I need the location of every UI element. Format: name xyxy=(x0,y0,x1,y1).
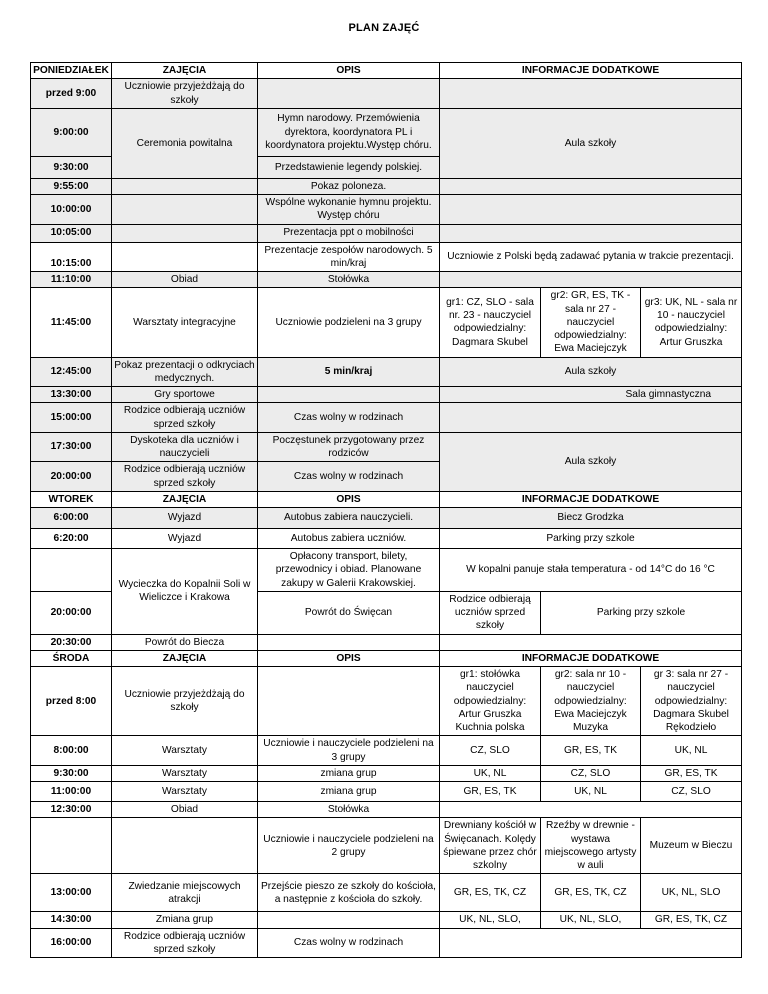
description: Przedstawienie legendy polskiej. xyxy=(258,156,440,178)
info: Uczniowie z Polski będą zadawać pytania w trakcie prezentacji. xyxy=(440,242,742,272)
header-opis: OPIS xyxy=(258,650,440,666)
info xyxy=(440,928,742,958)
description xyxy=(258,79,440,109)
description: zmiana grup xyxy=(258,765,440,781)
table-row xyxy=(31,782,742,802)
info xyxy=(440,178,742,194)
group-info: Muzeum w Bieczu xyxy=(641,818,742,874)
tuesday-header-row xyxy=(31,491,742,507)
time: 12:45:00 xyxy=(31,357,112,387)
group-cell: GR, ES, TK xyxy=(440,782,541,802)
table-row xyxy=(31,928,742,958)
description: Poczęstunek przygotowany przez rodziców xyxy=(258,432,440,462)
group-cell: GR, ES, TK, CZ xyxy=(440,874,541,912)
header-info: INFORMACJE DODATKOWE xyxy=(440,491,742,507)
activity: Rodzice odbierają uczniów sprzed szkoły xyxy=(112,928,258,958)
description: Uczniowie i nauczyciele podzieleni na 3 grupy xyxy=(258,736,440,766)
info xyxy=(440,634,742,650)
info xyxy=(440,403,742,433)
group-cell: GR, ES, TK, CZ xyxy=(641,912,742,928)
info xyxy=(440,224,742,242)
table-row xyxy=(31,765,742,781)
info xyxy=(440,272,742,288)
activity: Gry sportowe xyxy=(112,387,258,403)
page-title: PLAN ZAJĘĆ xyxy=(348,22,420,34)
description: Czas wolny w rodzinach xyxy=(258,928,440,958)
group-info: Rzeźby w drewnie - wystawa miejscowego artysty w auli xyxy=(541,818,641,874)
group-cell: UK, NL xyxy=(541,782,641,802)
table-row xyxy=(31,108,742,156)
activity: Uczniowie przyjeżdżają do szkoły xyxy=(112,667,258,736)
description: Wspólne wykonanie hymnu projektu. Występ chóru xyxy=(258,195,440,225)
description: zmiana grup xyxy=(258,782,440,802)
description: 5 min/kraj xyxy=(258,357,440,387)
activity: Wyjazd xyxy=(112,529,258,549)
info xyxy=(440,802,742,818)
table-row xyxy=(31,736,742,766)
time: 11:00:00 xyxy=(31,782,112,802)
activity: Obiad xyxy=(112,802,258,818)
info xyxy=(440,195,742,225)
header-zajecia: ZAJĘCIA xyxy=(112,650,258,666)
time: 13:30:00 xyxy=(31,387,112,403)
table-row xyxy=(31,818,742,874)
time: 9:00:00 xyxy=(31,108,112,156)
group-cell: UK, NL, SLO, xyxy=(440,912,541,928)
table-row xyxy=(31,667,742,736)
time: 20:00:00 xyxy=(31,591,112,634)
group-cell: GR, ES, TK xyxy=(641,765,742,781)
group-info: gr2: sala nr 10 - nauczyciel odpowiedzialny: Ewa Maciejczyk Muzyka xyxy=(541,667,641,736)
activity: Ceremonia powitalna xyxy=(112,108,258,178)
table-row xyxy=(31,195,742,225)
activity: Warsztaty integracyjne xyxy=(112,288,258,357)
description xyxy=(258,912,440,928)
activity: Warsztaty xyxy=(112,782,258,802)
description: Rodzice odbierają uczniów sprzed szkoły xyxy=(440,591,541,634)
activity: Wycieczka do Kopalnii Soli w Wieliczce i Krakowa xyxy=(112,549,258,635)
monday-header-row xyxy=(31,63,742,79)
activity: Uczniowie przyjeżdżają do szkoły xyxy=(112,79,258,109)
table-row xyxy=(31,178,742,194)
time: 12:30:00 xyxy=(31,802,112,818)
day-monday: PONIEDZIAŁEK xyxy=(31,63,112,79)
time: 14:30:00 xyxy=(31,912,112,928)
info: Aula szkoły xyxy=(440,357,742,387)
description: Prezentacje zespołów narodowych. 5 min/kraj xyxy=(258,242,440,272)
time: 13:00:00 xyxy=(31,874,112,912)
table-row xyxy=(31,224,742,242)
description: Autobus zabiera nauczycieli. xyxy=(258,508,440,529)
time: 17:30:00 xyxy=(31,432,112,462)
table-row xyxy=(31,242,742,272)
group-cell: UK, NL, SLO xyxy=(641,874,742,912)
description: Prezentacja ppt o mobilności xyxy=(258,224,440,242)
activity xyxy=(112,178,258,194)
time: 10:00:00 xyxy=(31,195,112,225)
group-cell: CZ, SLO xyxy=(440,736,541,766)
activity xyxy=(112,818,258,874)
group-cell: UK, NL xyxy=(440,765,541,781)
group-cell: CZ, SLO xyxy=(641,782,742,802)
description: Autobus zabiera uczniów. xyxy=(258,529,440,549)
table-row xyxy=(31,357,742,387)
group-info: gr2: GR, ES, TK - sala nr 27 - nauczyciel odpowiedzialny: Ewa Maciejczyk xyxy=(541,288,641,357)
info: Parking przy szkole xyxy=(541,591,742,634)
table-row xyxy=(31,288,742,357)
day-wednesday: ŚRODA xyxy=(31,650,112,666)
table-row xyxy=(31,549,742,592)
activity: Pokaz prezentacji o odkryciach medycznych. xyxy=(112,357,258,387)
time: 16:00:00 xyxy=(31,928,112,958)
group-cell: GR, ES, TK xyxy=(541,736,641,766)
day-tuesday: WTOREK xyxy=(31,491,112,507)
activity: Wyjazd xyxy=(112,508,258,529)
header-zajecia: ZAJĘCIA xyxy=(112,491,258,507)
table-row xyxy=(31,432,742,462)
time: 8:00:00 xyxy=(31,736,112,766)
info: Aula szkoły xyxy=(440,432,742,491)
description: Stołówka xyxy=(258,272,440,288)
group-cell: GR, ES, TK, CZ xyxy=(541,874,641,912)
description: Pokaz poloneza. xyxy=(258,178,440,194)
time: 20:30:00 xyxy=(31,634,112,650)
time xyxy=(31,818,112,874)
activity: Rodzice odbierają uczniów sprzed szkoły xyxy=(112,403,258,433)
info: Aula szkoły xyxy=(440,108,742,178)
description: Uczniowie podzieleni na 3 grupy xyxy=(258,288,440,357)
time: 9:30:00 xyxy=(31,765,112,781)
activity: Zmiana grup xyxy=(112,912,258,928)
time: 11:10:00 xyxy=(31,272,112,288)
time: 10:15:00 xyxy=(31,242,112,272)
activity xyxy=(112,195,258,225)
description xyxy=(258,387,440,403)
activity: Zwiedzanie miejscowych atrakcji xyxy=(112,874,258,912)
group-info: gr1: CZ, SLO - sala nr. 23 - nauczyciel odpowiedzialny: Dagmara Skubel xyxy=(440,288,541,357)
table-row xyxy=(31,529,742,549)
activity: Rodzice odbierają uczniów sprzed szkoły xyxy=(112,462,258,492)
description: Czas wolny w rodzinach xyxy=(258,462,440,492)
wednesday-header-row xyxy=(31,650,742,666)
description xyxy=(258,667,440,736)
group-cell: UK, NL xyxy=(641,736,742,766)
time: 10:05:00 xyxy=(31,224,112,242)
group-info: gr3: UK, NL - sala nr 10 - nauczyciel odpowiedzialny: Artur Gruszka xyxy=(641,288,742,357)
table-row xyxy=(31,802,742,818)
header-opis: OPIS xyxy=(258,63,440,79)
group-info: Drewniany kościół w Święcanach. Kolędy śpiewane przez chór szkolny xyxy=(440,818,541,874)
description: Hymn narodowy. Przemówienia dyrektora, koordynatora PL i koordynatora projektu.Występ chóru. xyxy=(258,108,440,156)
time: 11:45:00 xyxy=(31,288,112,357)
activity xyxy=(112,224,258,242)
description xyxy=(258,634,440,650)
description: Czas wolny w rodzinach xyxy=(258,403,440,433)
description: Stołówka xyxy=(258,802,440,818)
activity: Obiad xyxy=(112,272,258,288)
activity: Dyskoteka dla uczniów i nauczycieli xyxy=(112,432,258,462)
activity: Powrót do Święcan xyxy=(258,591,440,634)
header-info: INFORMACJE DODATKOWE xyxy=(440,650,742,666)
info: Parking przy szkole xyxy=(440,529,742,549)
info: Sala gimnastyczna xyxy=(440,387,742,403)
activity xyxy=(112,242,258,272)
group-info: gr1: stołówka nauczyciel odpowiedzialny: Artur Gruszka Kuchnia polska xyxy=(440,667,541,736)
info xyxy=(440,79,742,109)
time: przed 8:00 xyxy=(31,667,112,736)
info: W kopalni panuje stała temperatura - od 14°C do 16 °C xyxy=(440,549,742,592)
description: Przejście pieszo ze szkoły do kościoła, a następnie z kościoła do szkoły. xyxy=(258,874,440,912)
table-row xyxy=(31,874,742,912)
table-row xyxy=(31,403,742,433)
table-row xyxy=(31,508,742,529)
table-row xyxy=(31,387,742,403)
time xyxy=(31,549,112,592)
group-info: gr 3: sala nr 27 - nauczyciel odpowiedzialny: Dagmara Skubel Rękodzieło xyxy=(641,667,742,736)
activity: Warsztaty xyxy=(112,736,258,766)
time: przed 9:00 xyxy=(31,79,112,109)
activity: Warsztaty xyxy=(112,765,258,781)
table-row xyxy=(31,79,742,109)
header-opis: OPIS xyxy=(258,491,440,507)
table-row xyxy=(31,634,742,650)
header-zajecia: ZAJĘCIA xyxy=(112,63,258,79)
time: 9:30:00 xyxy=(31,156,112,178)
group-cell: CZ, SLO xyxy=(541,765,641,781)
activity: Powrót do Biecza xyxy=(112,634,258,650)
table-row xyxy=(31,912,742,928)
time: 20:00:00 xyxy=(31,462,112,492)
header-info: INFORMACJE DODATKOWE xyxy=(440,63,742,79)
time: 6:20:00 xyxy=(31,529,112,549)
group-cell: UK, NL, SLO, xyxy=(541,912,641,928)
table-row xyxy=(31,272,742,288)
time: 6:00:00 xyxy=(31,508,112,529)
description: Uczniowie i nauczyciele podzieleni na 2 grupy xyxy=(258,818,440,874)
time: 15:00:00 xyxy=(31,403,112,433)
info: Biecz Grodzka xyxy=(440,508,742,529)
description: Opłacony transport, bilety, przewodnicy i obiad. Planowane zakupy w Galerii Krakowskiej. xyxy=(258,549,440,592)
time: 9:55:00 xyxy=(31,178,112,194)
schedule-table xyxy=(30,62,742,958)
